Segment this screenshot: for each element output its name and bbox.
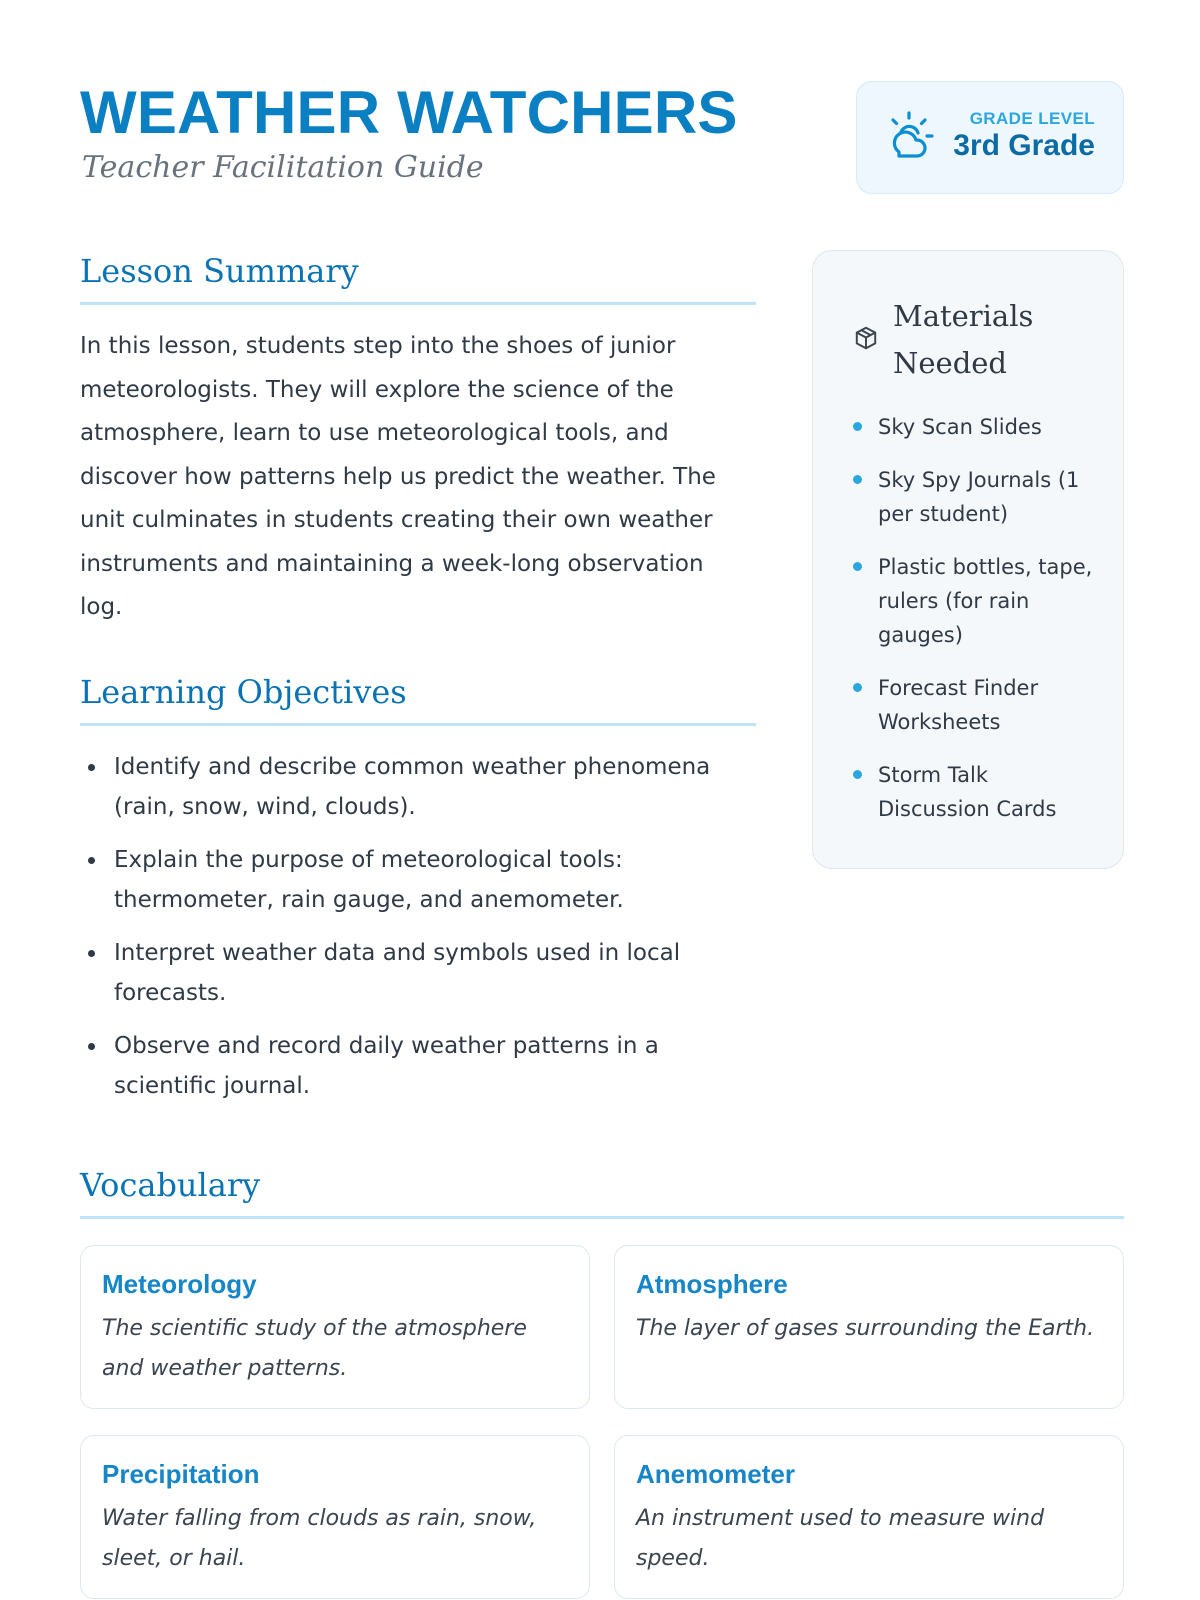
bullet-icon [88,857,95,864]
page-title: WEATHER WATCHERS [80,79,738,146]
objective-item [80,840,752,920]
vocabulary-heading: Vocabulary [80,1166,261,1204]
bullet-icon [88,950,95,957]
vocab-term: Anemometer [636,1459,795,1489]
material-text: Plastic bottles, tape, rulers (for rain gauges) [878,555,1093,647]
grade-level-badge [856,81,1124,194]
lesson-summary-text: In this lesson, students step into the shoes of junior meteorologists. They will explore the science of the atmosphere, learn to use meteorological tools, and discover how patterns help us predict the weather. The unit culminates in students creating their own weather instruments and maintaining a week-long observation log. [80,333,716,620]
material-text: Sky Scan Slides [878,415,1042,439]
learning-objectives-divider [80,723,756,726]
bullet-icon [88,764,95,771]
box-icon [853,325,879,351]
material-text: Sky Spy Journals (1 per student) [878,468,1080,526]
objective-text: Identify and describe common weather phenomena (rain, snow, wind, clouds). [114,754,711,820]
vocab-card-anemometer [614,1435,1124,1599]
vocab-card-meteorology [80,1245,590,1409]
objective-text: Explain the purpose of meteorological tools: thermometer, rain gauge, and anemometer. [114,847,624,913]
material-item [853,463,1103,531]
objective-item [80,1026,752,1106]
vocab-card-precipitation [80,1435,590,1599]
vocab-term: Atmosphere [636,1269,788,1299]
material-text: Forecast Finder Worksheets [878,676,1039,734]
bullet-icon [853,562,862,571]
grade-level-value: 3rd Grade [953,129,1095,162]
page-subtitle: Teacher Facilitation Guide [82,150,484,185]
material-text: Storm Talk Discussion Cards [878,763,1057,821]
materials-title: Materials Needed [893,299,1034,380]
bullet-icon [853,475,862,484]
vocab-term: Meteorology [102,1269,257,1299]
material-item [853,758,1103,826]
objectives-list [80,747,752,1119]
vocab-definition: Water falling from clouds as rain, snow, sleet, or hail. [102,1506,537,1571]
material-item [853,671,1103,739]
vocabulary-divider [80,1216,1124,1219]
bullet-icon [853,422,862,431]
materials-list [853,410,1103,845]
material-item [853,410,1103,444]
material-item [853,550,1103,652]
bullet-icon [853,683,862,692]
bullet-icon [853,770,862,779]
objective-item [80,933,752,1013]
lesson-summary-heading: Lesson Summary [80,252,359,290]
materials-card [812,250,1124,869]
vocab-card-atmosphere [614,1245,1124,1409]
bullet-icon [88,1043,95,1050]
vocab-term: Precipitation [102,1459,260,1489]
sun-cloud-icon [885,110,939,164]
lesson-summary-divider [80,302,756,305]
grade-level-label: GRADE LEVEL [969,109,1095,128]
vocab-definition: An instrument used to measure wind speed. [636,1506,1045,1571]
objective-text: Observe and record daily weather patterns in a scientific journal. [114,1033,659,1099]
learning-objectives-heading: Learning Objectives [80,673,407,711]
objective-item [80,747,752,827]
vocab-definition: The layer of gases surrounding the Earth. [636,1316,1095,1341]
objective-text: Interpret weather data and symbols used in local forecasts. [114,940,681,1006]
vocab-definition: The scientific study of the atmosphere and weather patterns. [102,1316,527,1381]
